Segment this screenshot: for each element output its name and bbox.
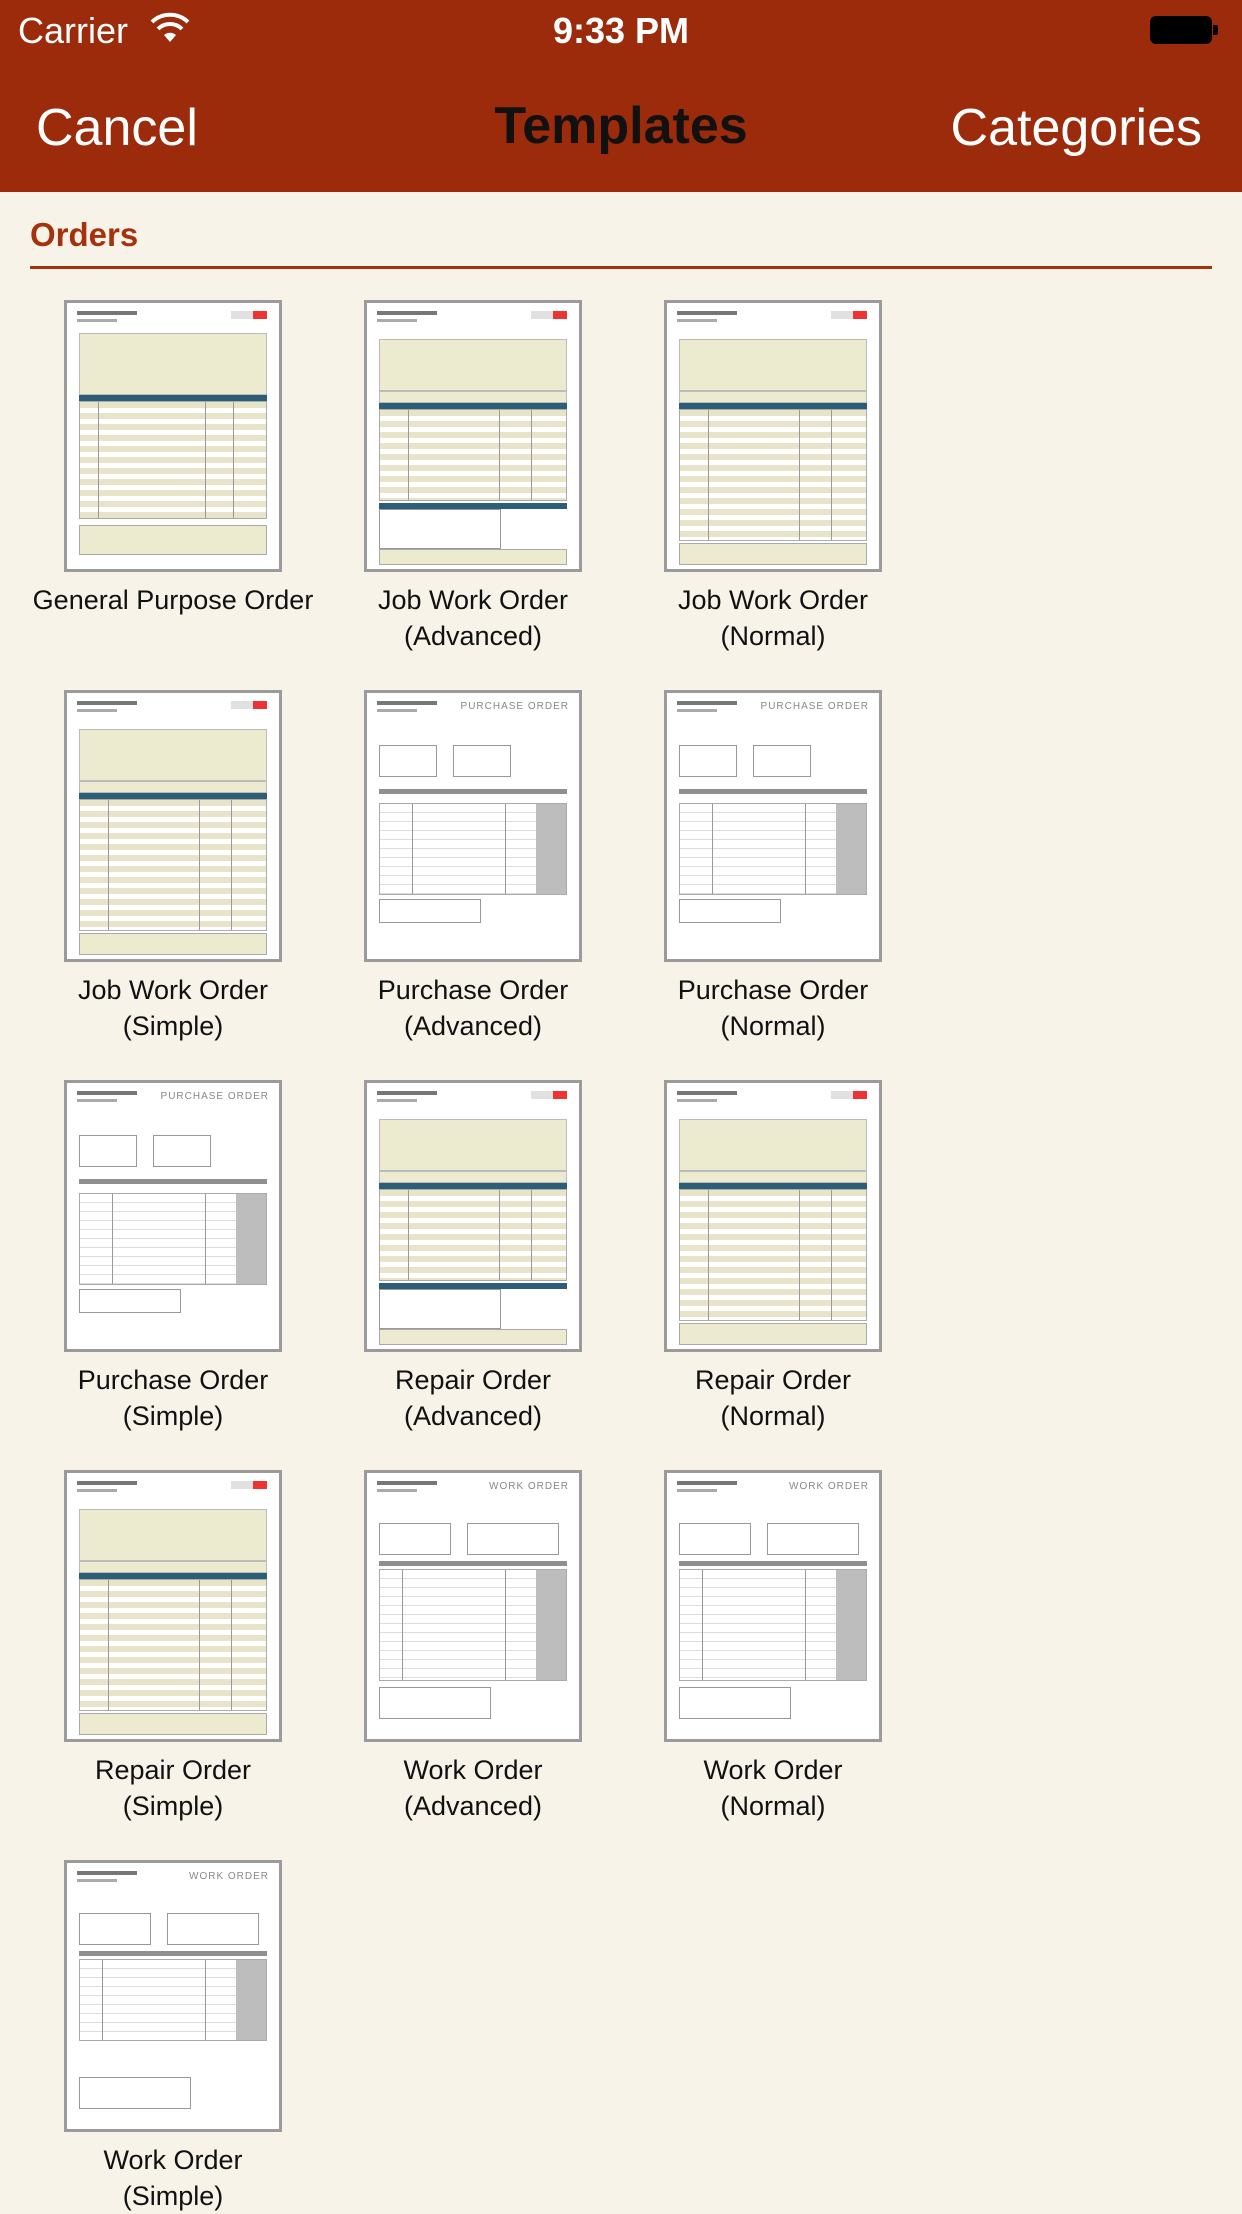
template-label: Purchase Order (Simple): [77, 1365, 269, 1431]
template-label: Work Order (Advanced): [403, 1755, 543, 1821]
template-label: Job Work Order (Simple): [77, 975, 269, 1041]
template-thumbnail: [664, 1080, 882, 1352]
template-thumbnail: PURCHASE ORDER: [664, 690, 882, 962]
template-tile[interactable]: [623, 690, 923, 1044]
template-tile[interactable]: [23, 1080, 323, 1434]
template-tile[interactable]: [623, 300, 923, 654]
template-label: Purchase Order (Advanced): [377, 975, 569, 1041]
template-thumbnail: WORK ORDER: [364, 1470, 582, 1742]
template-tile[interactable]: [323, 300, 623, 654]
template-thumbnail: [64, 300, 282, 572]
template-tile[interactable]: [323, 1080, 623, 1434]
template-label: Purchase Order (Normal): [677, 975, 869, 1041]
template-label: Repair Order (Simple): [94, 1755, 252, 1821]
template-thumbnail: PURCHASE ORDER: [364, 690, 582, 962]
template-tile[interactable]: [23, 690, 323, 1044]
template-label: Job Work Order (Normal): [677, 585, 869, 651]
template-tile[interactable]: [323, 1470, 623, 1824]
template-label: Repair Order (Normal): [694, 1365, 852, 1431]
template-tile[interactable]: [623, 1080, 923, 1434]
cancel-button[interactable]: Cancel: [36, 99, 198, 157]
categories-button[interactable]: Categories: [950, 99, 1202, 157]
template-thumbnail: [664, 300, 882, 572]
template-label: General Purpose Order: [32, 585, 314, 615]
template-thumbnail: [64, 690, 282, 962]
template-thumbnail: PURCHASE ORDER: [64, 1080, 282, 1352]
template-tile[interactable]: [623, 1470, 923, 1824]
template-label: Work Order (Simple): [103, 2145, 243, 2211]
template-tile[interactable]: [23, 1470, 323, 1824]
template-label: Repair Order (Advanced): [394, 1365, 552, 1431]
template-label: Job Work Order (Advanced): [377, 585, 569, 651]
template-thumbnail: [364, 300, 582, 572]
section-title: Orders: [30, 216, 139, 253]
template-tile[interactable]: [23, 300, 323, 618]
template-thumbnail: [64, 1470, 282, 1742]
template-tile[interactable]: [323, 690, 623, 1044]
template-thumbnail: WORK ORDER: [664, 1470, 882, 1742]
template-label: Work Order (Normal): [703, 1755, 843, 1821]
template-thumbnail: WORK ORDER: [64, 1860, 282, 2132]
page-title: Templates: [494, 97, 748, 155]
carrier-label: Carrier: [18, 10, 129, 51]
template-tile[interactable]: [23, 1860, 323, 2214]
template-thumbnail: [364, 1080, 582, 1352]
status-time: 9:33 PM: [552, 10, 690, 51]
